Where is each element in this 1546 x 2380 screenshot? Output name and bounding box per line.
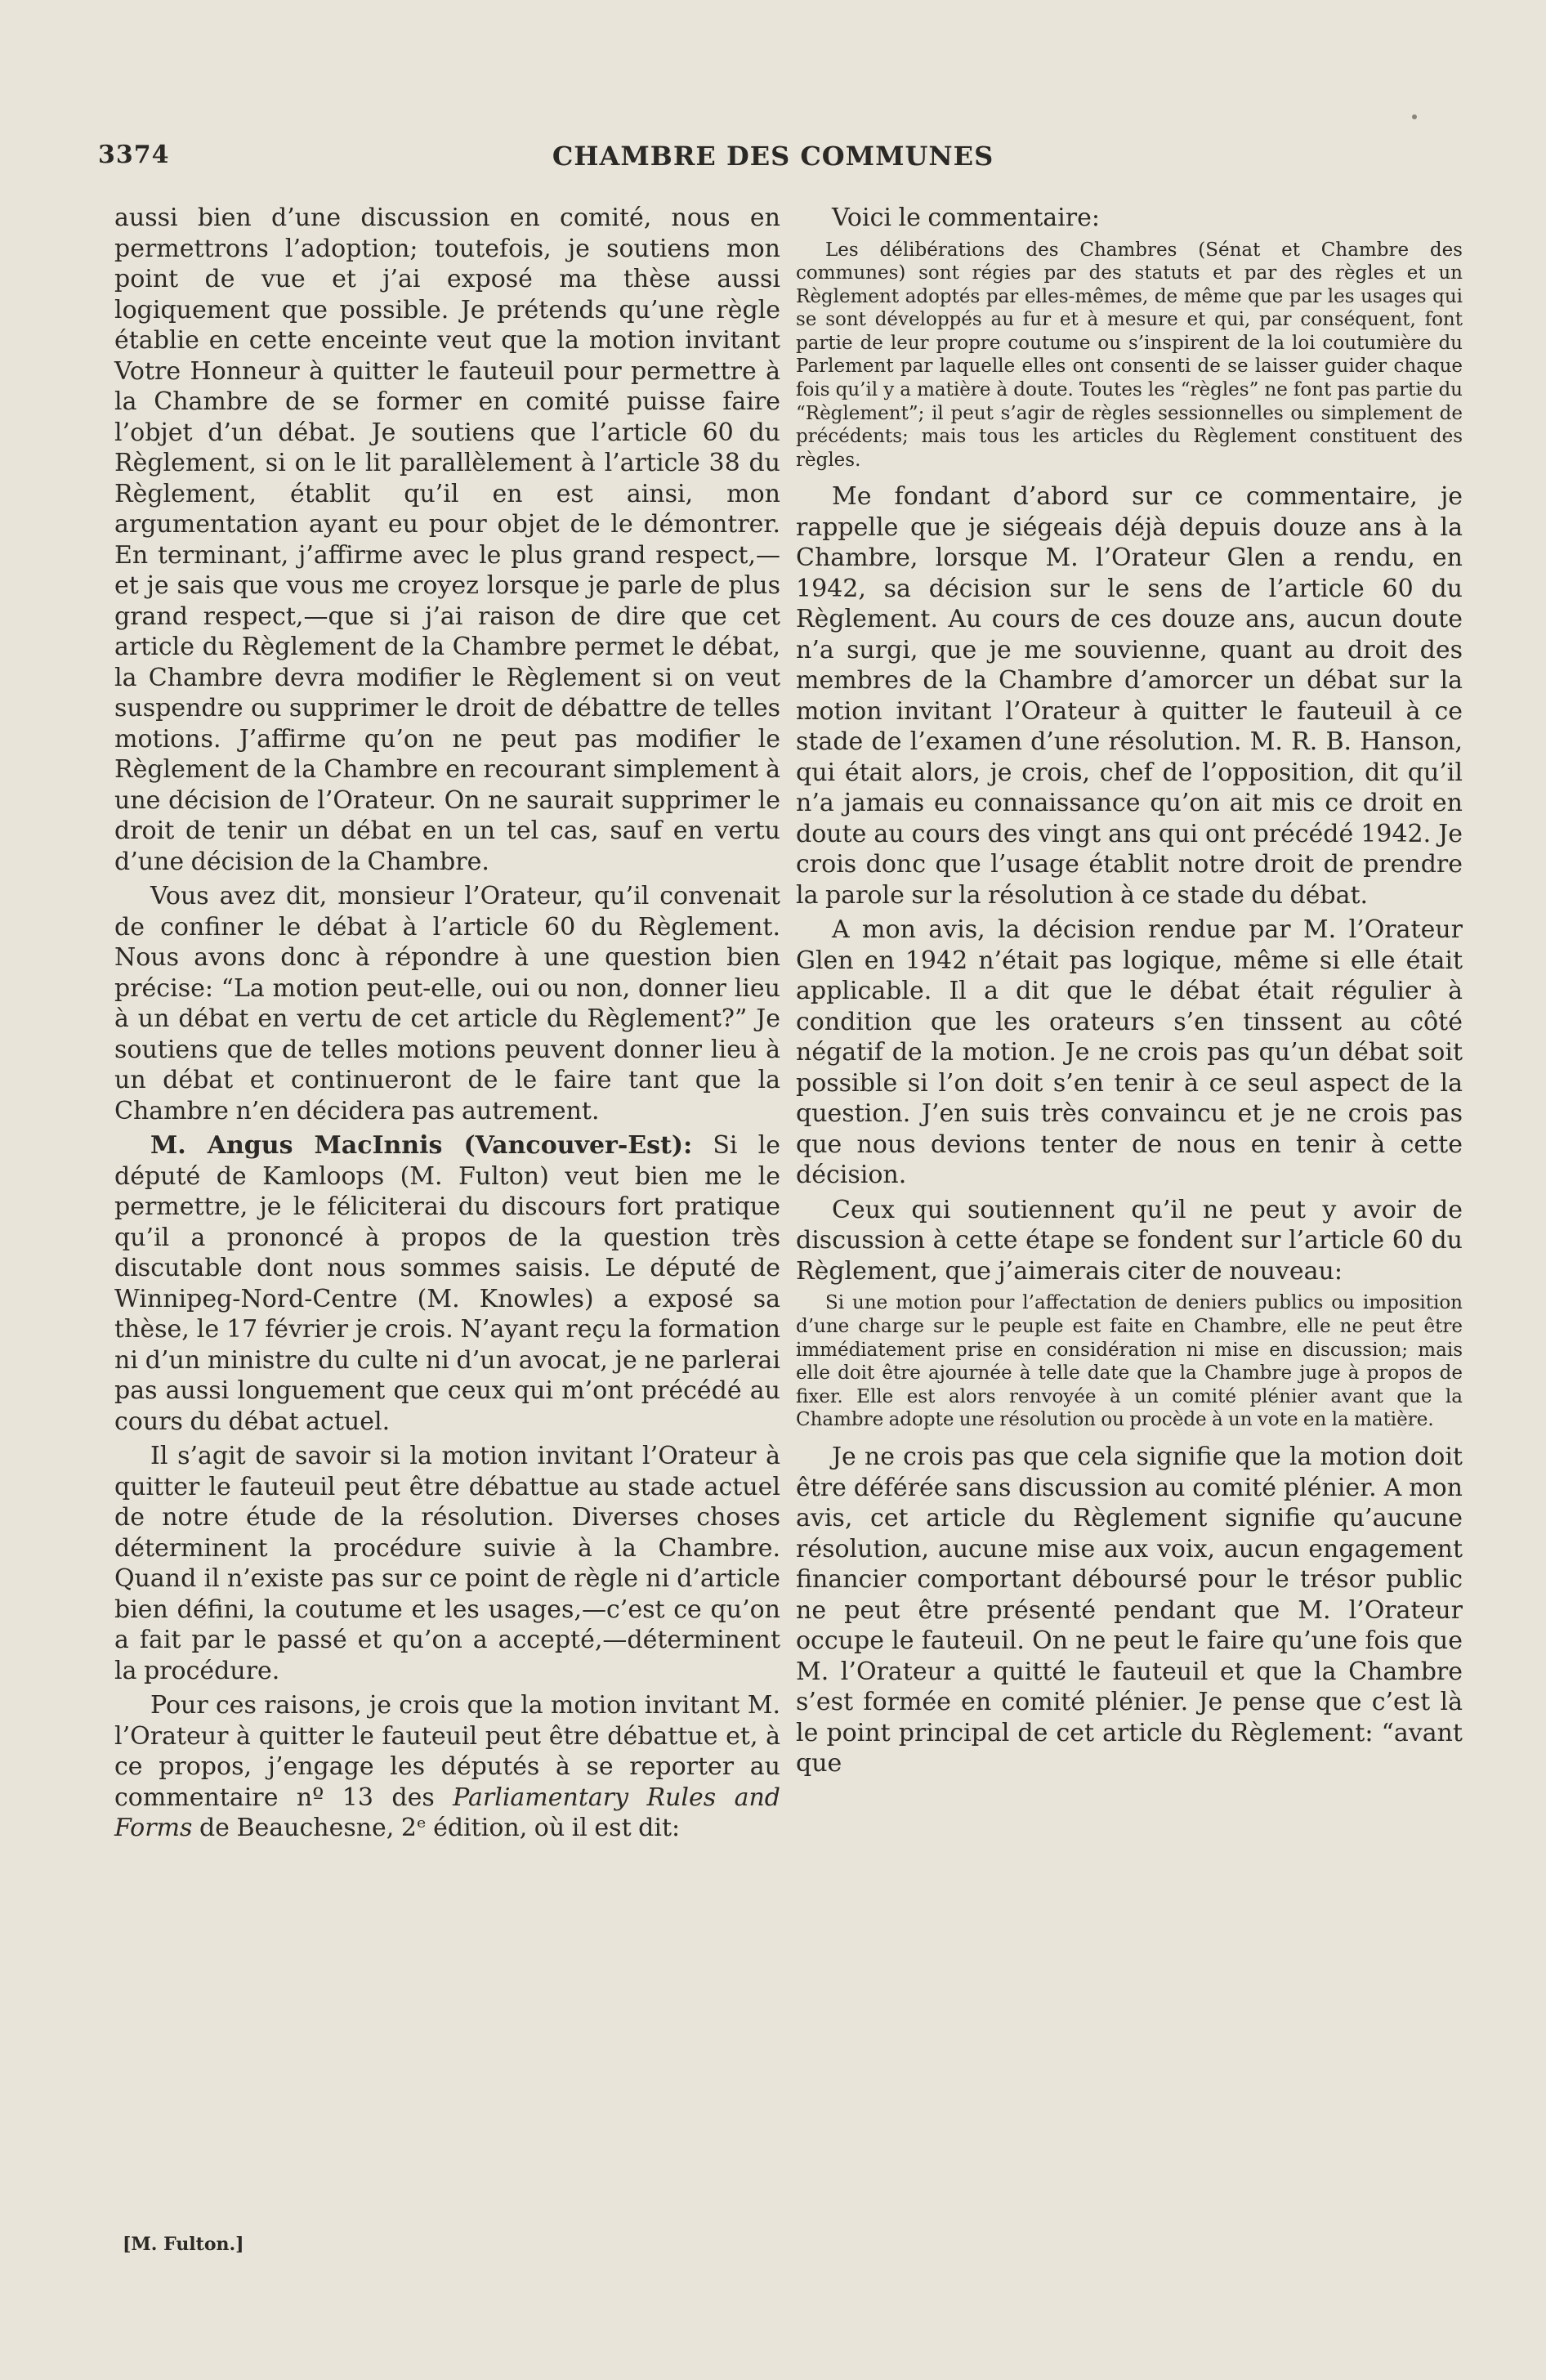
right-paragraph-3: A mon avis, la décision rendue par M. l’Orateur Glen en 1942 n’était pas logique, même si elle était applicable. Il a dit que le débat était régulier à condition que les orateurs s’en tinssent au côté négatif de la motion. Je ne crois pas qu’un débat soit possible si l’on doit s’en tenir à ce seul aspect de la question. J’en suis très convaincu et je ne crois pas que nous devions tenter de nous en tenir à cette décision. xyxy=(796,915,1463,1190)
left-paragraph-1: aussi bien d’une discussion en comité, nous en permettrons l’adoption; toutefois, je soutiens mon point de vue et j’ai exposé ma thèse aussi logiquement que possible. Je prétends qu’une règle établie en cette enceinte veut que la motion invitant Votre Honneur à quitter le fauteuil pour permettre à la Chambre de se former en comité puisse faire l’objet d’un débat. Je soutiens que l’article 60 du Règlement, si on le lit parallèlement à l’article 38 du Règlement, établit qu’il en est ainsi, mon argumentation ayant eu pour objet de le démontrer. En terminant, j’affirme avec le plus grand respect,—et je sais que vous me croyez lorsque je parle de plus grand respect,—que si j’ai raison de dire que cet article du Règlement de la Chambre permet le débat, la Chambre devra modifier le Règlement si on veut suspendre ou supprimer le droit de débattre de telles motions. J’affirme qu’on ne peut pas modifier le Règlement de la Chambre en recourant simplement à une décision de l’Orateur. On ne saurait supprimer le droit de tenir un débat en un tel cas, sauf en vertu d’une décision de la Chambre. xyxy=(114,204,780,876)
scan-mark xyxy=(1412,114,1417,119)
paragraph-text: de Beauchesne, 2ᵉ édition, où il est dit: xyxy=(192,1814,681,1842)
block-quote-2: Si une motion pour l’affectation de deniers publics ou imposition d’une charge sur le peuple est faite en Chambre, elle ne peut être immédiatement prise en considération ni mise en discussion; mais elle doit être ajournée à telle date que la Chambre juge à propos de fixer. Elle est alors renvoyée à un comité plénier avant que la Chambre adopte une résolution ou procède à un vote en la matière. xyxy=(796,1292,1463,1431)
right-paragraph-2: Me fondant d’abord sur ce commentaire, je rappelle que je siégeais déjà depuis douze ans à la Chambre, lorsque M. l’Orateur Glen a rendu, en 1942, sa décision sur le sens de l’article 60 du Règlement. Au cours de ces douze ans, aucun doute n’a surgi, que je me souvienne, quant au droit des membres de la Chambre d’amorcer un débat sur la motion invitant l’Orateur à quitter le fauteuil à ce stade de l’examen d’une résolution. M. R. B. Hanson, qui était alors, je crois, chef de l’opposition, dit qu’il n’a jamais eu connaissance qu’on ait mis ce droit en doute au cours des vingt ans qui ont précédé 1942. Je crois donc que l’usage établit notre droit de prendre la parole sur la résolution à ce stade du débat. xyxy=(796,482,1463,910)
right-paragraph-5: Je ne crois pas que cela signifie que la motion doit être déférée sans discussion au comité plénier. A mon avis, cet article du Règlement signifie qu’aucune résolution, aucune mise aux voix, aucun engagement financier comportant déboursé pour le trésor public ne peut être présenté pendant que M. l’Orateur occupe le fauteuil. On ne peut le faire qu’une fois que M. l’Orateur a quitté le fauteuil et que la Chambre s’est formée en comité plénier. Je pense que c’est là le point principal de cet article du Règlement: “avant que xyxy=(796,1443,1463,1778)
page-number: 3374 xyxy=(98,141,170,169)
left-column xyxy=(114,203,780,1848)
speech-text: Si le député de Kamloops (M. Fulton) veut bien me le permettre, je le féliciterai du discours fort pratique qu’il a prononcé à propos de la question très discutable dont nous sommes saisis. Le député de Winnipeg-Nord-Centre (M. Knowles) a exposé sa thèse, le 17 février je crois. N’ayant reçu la formation ni d’un ministre du culte ni d’un avocat, je ne parlerai pas aussi longuement que ceux qui m’ont précédé au cours du débat actuel. xyxy=(114,1131,780,1436)
speaker-name: M. Angus MacInnis (Vancouver-Est): xyxy=(150,1131,693,1160)
book-title: Parliamentary Rules and Forms xyxy=(114,1783,780,1842)
right-column xyxy=(796,203,1463,1783)
right-paragraph-4: Ceux qui soutiennent qu’il ne peut y avoir de discussion à cette étape se fondent sur l’article 60 du Règlement, que j’aimerais citer de nouveau: xyxy=(796,1195,1463,1286)
paragraph-text: Pour ces raisons, je crois que la motion invitant M. l’Orateur à quitter le fauteuil peut être débattue et, à ce propos, j’engage les députés à se reporter au commentaire nº 13 des xyxy=(114,1691,780,1812)
left-paragraph-3 xyxy=(114,1130,780,1437)
left-paragraph-4: Il s’agit de savoir si la motion invitant l’Orateur à quitter le fauteuil peut être débattue au stade actuel de notre étude de la résolution. Diverses choses déterminent la procédure suivie à la Chambre. Quand il n’existe pas sur ce point de règle ni d’article bien défini, la coutume et les usages,—c’est ce qu’on a fait par le passé et qu’on a accepté,—déterminent la procédure. xyxy=(114,1442,780,1685)
left-paragraph-2: Vous avez dit, monsieur l’Orateur, qu’il convenait de confiner le débat à l’article 60 du Règlement. Nous avons donc à répondre à une question bien précise: “La motion peut-elle, oui ou non, donner lieu à un débat en vertu de cet article du Règlement?” Je soutiens que de telles motions peuvent donner lieu à un débat et continueront de le faire tant que la Chambre n’en décidera pas autrement. xyxy=(114,882,780,1125)
block-quote-1: Les délibérations des Chambres (Sénat et Chambre des communes) sont régies par des statuts et par des règles et un Règlement adoptés par elles-mêmes, de même que par les usages qui se sont développés au fur et à mesure et qui, par conséquent, font partie de leur propre coutume ou s’inspirent de la loi coutumière du Parlement par laquelle elles ont consenti de se laisser guider chaque fois qu’il y a matière à doute. Toutes les “règles” ne font pas partie du “Règlement”; il peut s’agir de règles sessionnelles ou simplement de précédents; mais tous les articles du Règlement constituent des règles. xyxy=(796,239,1463,471)
page-title: CHAMBRE DES COMMUNES xyxy=(552,141,994,172)
speaker-reference: [M. Fulton.] xyxy=(123,2234,244,2255)
right-paragraph-1: Voici le commentaire: xyxy=(832,204,1100,232)
left-paragraph-5 xyxy=(114,1690,780,1844)
